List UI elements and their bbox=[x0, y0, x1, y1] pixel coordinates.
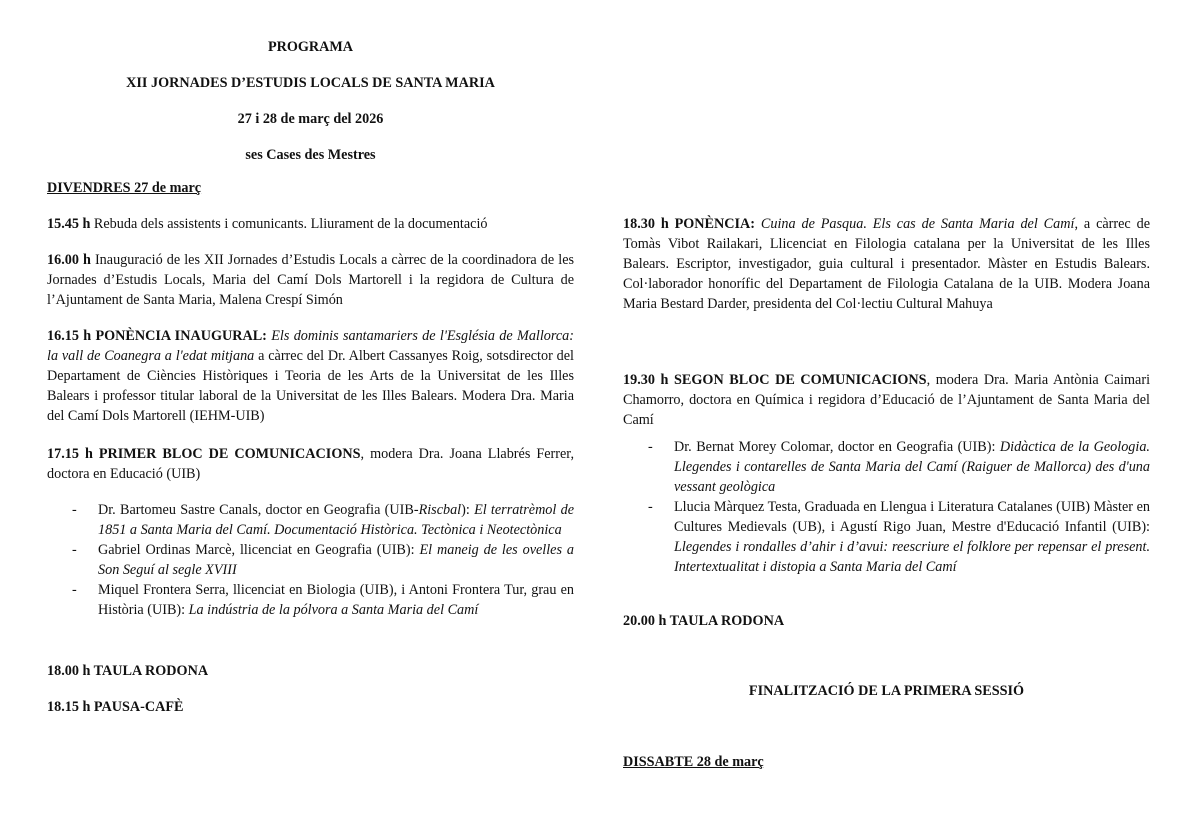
talk-title: Els dominis santamariers de l'Església de Mallorca: la vall de Coanegra a l'edat mitjana bbox=[47, 328, 574, 364]
entry-time: 16.15 h PONÈNCIA INAUGURAL: bbox=[47, 328, 267, 344]
schedule-entry-1930 bbox=[623, 370, 1150, 430]
entry-text: Rebuda dels assistents i comunicants. Lliurament de la documentació bbox=[90, 216, 488, 232]
schedule-entry-1715 bbox=[47, 444, 574, 484]
entry-text: , modera Dra. Joana Llabrés Ferrer, doctora en Educació (UIB) bbox=[47, 446, 574, 482]
item-author: Llucia Màrquez Testa, Graduada en Llengua i Literatura Catalanes (UIB) Màster en Cultures Medievals (UB), i Agustí Rigo Juan, Mestre d'Educació Infantil (UIB): bbox=[674, 499, 1150, 535]
list-item bbox=[47, 500, 574, 540]
entry-text: a càrrec del Dr. Albert Cassanyes Roig, sotsdirector del Departament de Ciències Històriques i Teoria de les Arts de la Universitat de les Illes Balears i professor titular laboral de la Universitat de les Illes Balears. Modera Dra. Maria del Camí Dols Martorell (IEHM-UIB) bbox=[47, 348, 574, 424]
entry-time: 19.30 h SEGON BLOC DE COMUNICACIONS bbox=[623, 372, 927, 388]
program-label: PROGRAMA bbox=[267, 39, 354, 55]
event-title: XII JORNADES D’ESTUDIS LOCALS DE SANTA MARIA bbox=[126, 75, 495, 91]
item-title: La indústria de la pólvora a Santa Maria del Camí bbox=[188, 602, 479, 618]
item-title: El terratrèmol de 1851 a Santa Maria del Camí. Documentació Històrica. Tectònica i Neotectònica bbox=[98, 502, 574, 538]
communications-list-2 bbox=[623, 437, 1150, 577]
schedule-entry-1815: 18.15 h PAUSA-CAFÈ bbox=[47, 699, 184, 715]
entry-text: , modera Dra. Maria Antònia Caimari Chamorro, doctora en Química i regidora d’Educació de l’Ajuntament de Santa Maria del Camí bbox=[623, 372, 1151, 428]
item-author: Miquel Frontera Serra, llicenciat en Biologia (UIB), i Antoni Frontera Tur, grau en Història (UIB): bbox=[98, 582, 574, 618]
event-venue: ses Cases des Mestres bbox=[245, 147, 376, 163]
list-item bbox=[47, 580, 574, 620]
schedule-entry-1800: 18.00 h TAULA RODONA bbox=[47, 663, 209, 679]
friday-heading: DIVENDRES 27 de març bbox=[47, 180, 202, 196]
item-author-tail: ): bbox=[461, 502, 475, 518]
list-item bbox=[623, 497, 1150, 577]
saturday-heading: DISSABTE 28 de març bbox=[623, 754, 764, 770]
event-dates: 27 i 28 de març del 2026 bbox=[237, 111, 384, 127]
talk-title: Cuina de Pasqua. Els cas de Santa Maria del Camí bbox=[755, 216, 1075, 232]
item-author-italic: Riscbal bbox=[418, 502, 462, 518]
item-author: Gabriel Ordinas Marcè, llicenciat en Geografia (UIB): bbox=[98, 542, 420, 558]
entry-time: 18.30 h PONÈNCIA: bbox=[623, 216, 755, 232]
list-item bbox=[47, 540, 574, 580]
schedule-entry-1545 bbox=[47, 214, 574, 234]
schedule-entry-2000: 20.00 h TAULA RODONA bbox=[623, 613, 785, 629]
session-end-label: FINALITZACIÓ DE LA PRIMERA SESSIÓ bbox=[748, 683, 1025, 699]
list-item bbox=[623, 437, 1150, 497]
schedule-entry-1615 bbox=[47, 326, 574, 426]
entry-text: , a càrrec de Tomàs Vibot Railakari, Llicenciat en Filologia catalana per la Universitat de les Illes Balears. Escriptor, investigador, guia cultural i presentador. Màster en Estudis Balears. Col·laborador honorífic del Departament de Filologia Catalana de la UIB. Modera Joana Maria Bestard Darder, presidenta del Col·lectiu Cultural Mahuya bbox=[623, 216, 1150, 312]
schedule-entry-1600 bbox=[47, 250, 574, 310]
entry-time: 16.00 h bbox=[47, 252, 91, 268]
item-author: Dr. Bartomeu Sastre Canals, doctor en Geografia (UIB- bbox=[98, 502, 419, 518]
entry-text: Inauguració de les XII Jornades d’Estudis Locals a càrrec de la coordinadora de les Jornades d’Estudis Locals, Maria del Camí Dols Martorell i la regidora de Cultura de l’Ajuntament de Santa Maria, Malena Crespí Simón bbox=[47, 252, 575, 308]
item-author: Dr. Bernat Morey Colomar, doctor en Geografia (UIB): bbox=[674, 439, 1000, 455]
item-title: El maneig de les ovelles a Son Seguí al segle XVIII bbox=[98, 542, 574, 578]
schedule-entry-1830 bbox=[623, 214, 1150, 314]
entry-time: 15.45 h bbox=[47, 216, 91, 232]
communications-list-1 bbox=[47, 500, 574, 620]
entry-time: 17.15 h PRIMER BLOC DE COMUNICACIONS bbox=[47, 446, 361, 462]
item-title: Llegendes i rondalles d’ahir i d’avui: reescriure el folklore per repensar el present. Intertextualitat i distopia a Santa Maria del Camí bbox=[674, 539, 1150, 575]
item-title: Didàctica de la Geologia. Llegendes i contarelles de Santa Maria del Camí (Raiguer de Mallorca) des d'una vessant geològica bbox=[674, 439, 1150, 495]
